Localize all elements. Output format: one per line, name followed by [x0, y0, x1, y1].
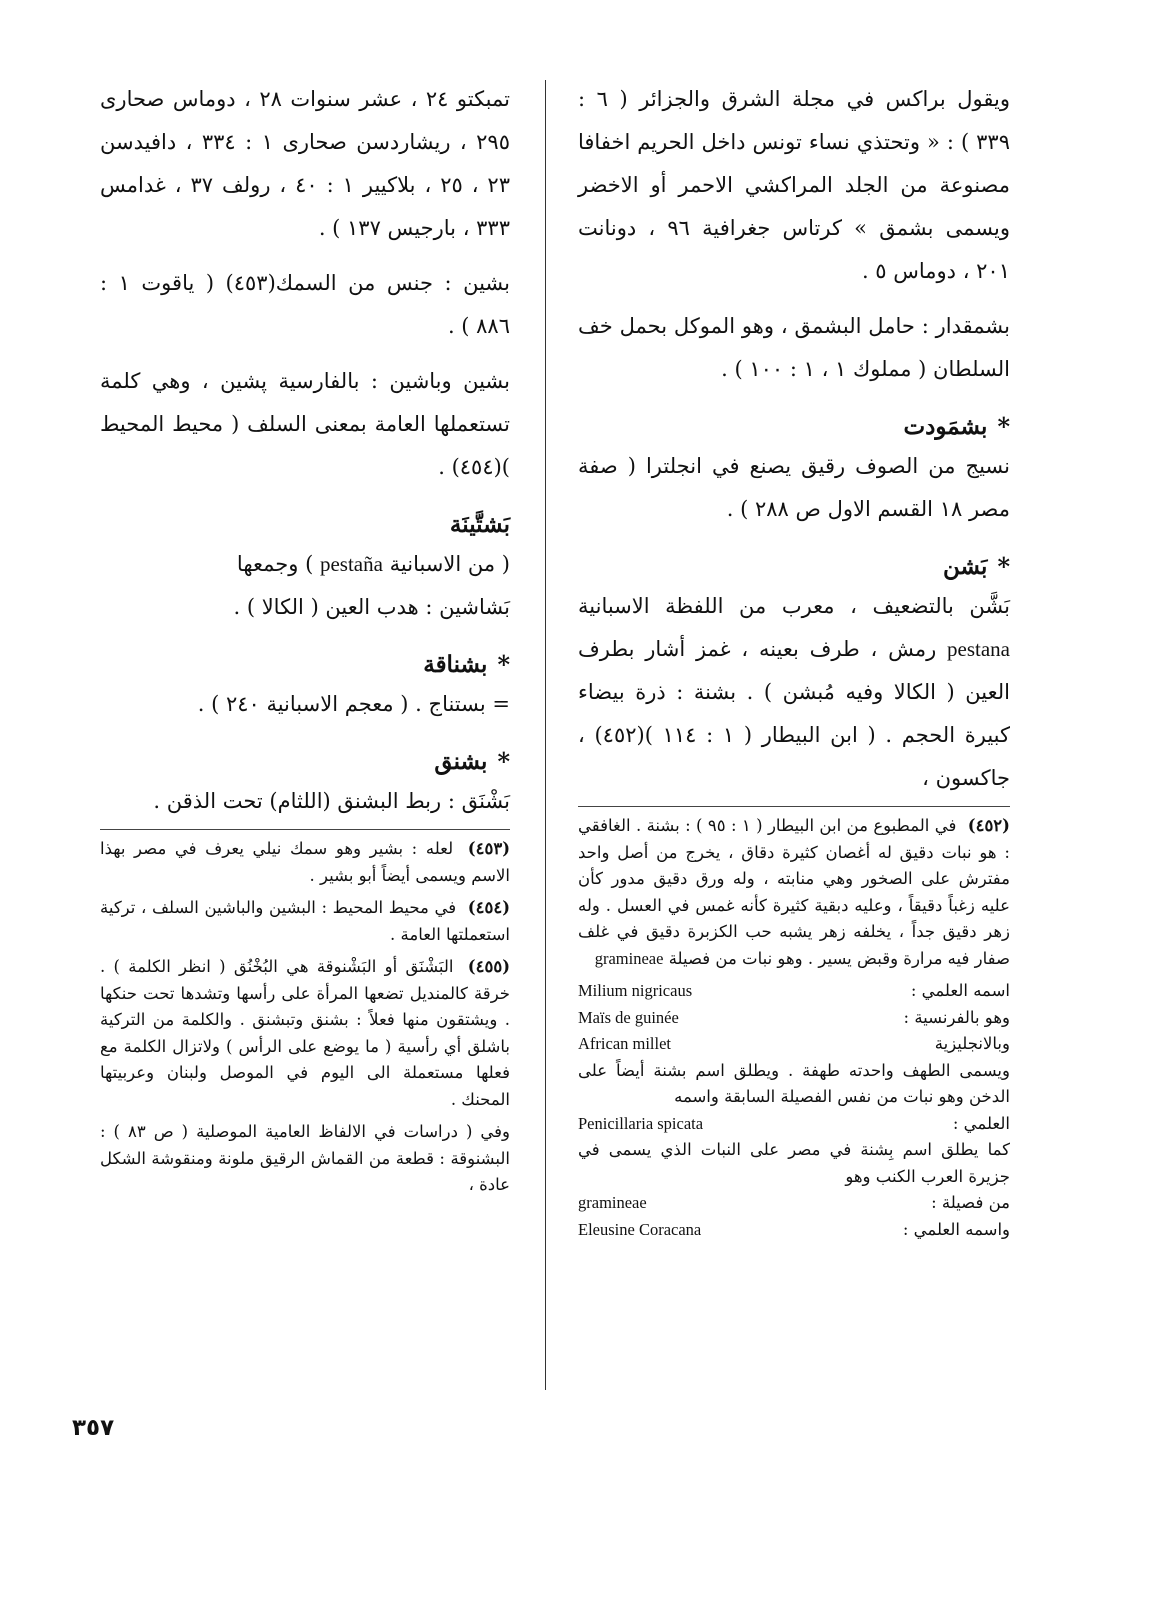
- entry-text: بَشَّن بالتضعيف ، معرب من اللفظة الاسبانية: [578, 594, 1010, 618]
- entry-text: بشنة : ذرة بيضاء كبيرة الحجم . ( ابن البيطار ( ١ : ١١٤ )(٤٥٢) ، جاكسون ،: [578, 680, 1010, 790]
- footnote-454: [100, 895, 510, 948]
- entry-body: = بستناج . ( معجم الاسبانية ٢٤٠ ) .: [197, 692, 510, 716]
- entry-heading: [100, 744, 510, 780]
- intro-paragraph-right: ويقول براكس في مجلة الشرق والجزائر ( ٦ : ٣٣٩ ) : « وتحتذي نساء تونس داخل الحريم اخفافا مصنوعة من الجلد المراكشي الاحمر أو الاخضر ويسمى بشمق » كرتاس جغرافية ٩٦ ، دونانت ٢٠١ ، دوماس ٥ .: [578, 87, 1010, 283]
- entry-body: نسيج من الصوف رقيق يصنع في انجلترا ( صفة مصر ١٨ القسم الاول ص ٢٨٨ ) .: [578, 454, 1010, 521]
- footnote-455: [100, 954, 510, 1113]
- page-number: ٣٥٧: [72, 1415, 115, 1441]
- row-label: وهو بالفرنسية :: [903, 1007, 1010, 1027]
- latin-row: [578, 1217, 1010, 1244]
- footnote-number: (٤٥٤): [467, 898, 511, 917]
- latin-row: [578, 1005, 1010, 1032]
- headword: بَشن: [943, 553, 988, 580]
- asterisk-icon: *: [997, 552, 1010, 581]
- bashmaqdar-definition: بشمقدار : حامل البشمق ، وهو الموكل بحمل خف السلطان ( مملوك ١ ، ١ : ١٠٠ ) .: [578, 314, 1010, 381]
- row-label: من فصيلة :: [931, 1193, 1010, 1212]
- row-label: العلمي :: [952, 1113, 1010, 1133]
- latin-term: Penicillaria spicata: [578, 1113, 704, 1133]
- latin-term: Maïs de guinée: [578, 1007, 679, 1027]
- entry-body: بَشْنَق : ربط البشنق (اللثام) تحت الذقن .: [153, 789, 510, 813]
- entry-body: [100, 543, 510, 586]
- footnote-continuation: [100, 1119, 510, 1199]
- latin-term: pestana: [947, 637, 1010, 661]
- footnote-text: كما يطلق اسم بِشنة في مصر على النبات الذي يسمى في جزيرة العرب الكنب وهو: [578, 1140, 1010, 1186]
- entry-heading: [100, 507, 510, 543]
- entry-heading: [100, 647, 510, 683]
- footnote-divider: [578, 806, 1010, 807]
- latin-row: [578, 1111, 1010, 1138]
- footnote-number: (٤٥٣): [467, 839, 510, 858]
- asterisk-icon: *: [997, 412, 1010, 441]
- bashin-definition: بشين وباشين : بالفارسية پشين ، وهي كلمة تستعملها العامة بمعنى السلف ( محيط المحيط )(٤٥٤) .: [100, 369, 510, 479]
- entry-heading: [578, 549, 1010, 585]
- footnote-number: (٤٥٢): [967, 816, 1010, 835]
- entry-heading: [578, 409, 1010, 445]
- footnote-text: لعله : بشير وهو سمك نيلي يعرف في مصر بهذا الاسم ويسمى أيضاً أبو بشير .: [100, 839, 510, 885]
- latin-term: African millet: [578, 1034, 672, 1053]
- row-label: وبالانجليزية: [934, 1034, 1010, 1053]
- latin-term: Milium nigricaus: [578, 981, 693, 1000]
- entry-bashnaq: [100, 744, 510, 823]
- footnote-text: البَشْنَق أو البَشْنوقة هي البُخْنُق ( انظر الكلمة ) . خرقة كالمنديل تضعها المرأة على رأسها وتشدها تحت حنكها . ويشتقون منها فعلاً : بشنق وتبشنق . والكلمة من التركية باشلق أي رأسية ( ما يوضع على الرأس ) ولاتزال الكلمة مع فعلها مستعملة الى اليوم في الموصل ولبنان وعربيتها المحنك .: [100, 957, 510, 1109]
- footnote-text: وفي ( دراسات في الالفاظ العامية الموصلية ( ص ٨٣ ) : البشنوقة : قطعة من القماش الرقيق ملونة ومنقوشة الشكل عادة ،: [100, 1122, 510, 1194]
- footnote-452: [578, 813, 1010, 972]
- entry-body: بَشاشين : هدب العين ( الكالا ) .: [233, 595, 510, 619]
- headword: بشناقة: [423, 651, 488, 678]
- entry-bashnaqa: [100, 647, 510, 726]
- bashin-fish-definition: بشين : جنس من السمك(٤٥٣) ( ياقوت ١ : ٨٨٦ ) .: [100, 271, 510, 338]
- headword: بَشتَّينَة: [449, 511, 510, 538]
- row-label: واسمه العلمي :: [902, 1219, 1010, 1239]
- latin-term: gramineae: [594, 948, 664, 968]
- footnote-number: (٤٥٥): [467, 957, 511, 976]
- headword: بشنق: [434, 748, 488, 775]
- entry-text: ) وجمعها: [236, 552, 314, 576]
- asterisk-icon: *: [497, 650, 510, 679]
- entry-bashtina: [100, 507, 510, 629]
- entry-text: ( من الاسبانية: [389, 552, 510, 576]
- latin-term: Eleusine Coracana: [578, 1219, 702, 1239]
- footnote-text: في محيط المحيط : البشين والباشين السلف ، تركية استعملتها العامة .: [100, 898, 510, 944]
- column-divider: [545, 80, 546, 1390]
- row-label: اسمه العلمي :: [910, 981, 1010, 1000]
- footnote-453: [100, 836, 510, 889]
- asterisk-icon: *: [497, 747, 510, 776]
- entry-body: [578, 585, 1010, 800]
- footnote-text: ويسمى الطهف واحدته طهفة . ويطلق اسم بشنة أيضاً على الدخن وهو نبات من نفس الفصيلة السابقة واسمه: [578, 1060, 1010, 1106]
- right-column: [578, 78, 1010, 1243]
- latin-term: gramineae: [578, 1193, 647, 1212]
- headword: بشمَودت: [903, 413, 988, 440]
- latin-row: [578, 1031, 1010, 1058]
- footnote-divider: [100, 829, 510, 830]
- intro-paragraph-left: تمبكتو ٢٤ ، عشر سنوات ٢٨ ، دوماس صحارى ٢٩٥ ، ريشاردسن صحارى ١ : ٣٣٤ ، دافيدسن ٢٣ ، ٢٥ ، بلاكيير ١ : ٤٠ ، رولف ٣٧ ، غدامس ٣٣٣ ، بارجيس ١٣٧ ) .: [100, 87, 511, 240]
- footnote-text: في المطبوع من ابن البيطار ( ١ : ٩٥ ) : بشنة . الغافقي : هو نبات دقيق له أغصان كثيرة دقاق ، يخرج من أصل واحد مفترش على الصخور وهي منابته ، وله ورق دقيق مدور كأن عليه زغباً دقيقاً ، وعليه دبقية كثيرة كأنه غمس في العسل . وله زهر دقيق جداً ، يخلفه زهر يشبه حب الكزبرة دقيق في غلف صفار فيه مرارة وقبض يسير . وهو نبات من فصيلة: [578, 816, 1010, 968]
- latin-term: pestaña: [319, 552, 383, 576]
- left-column: [100, 78, 510, 1205]
- latin-row: [578, 1190, 1010, 1217]
- entry-text: رمش ، طرف بعينه ، غمز أشار بطرف العين ( الكالا وفيه مُبشن ) .: [578, 637, 1010, 704]
- entry-bashmudet: [578, 409, 1010, 531]
- entry-bashn: [578, 549, 1010, 800]
- latin-row: [578, 978, 1010, 1005]
